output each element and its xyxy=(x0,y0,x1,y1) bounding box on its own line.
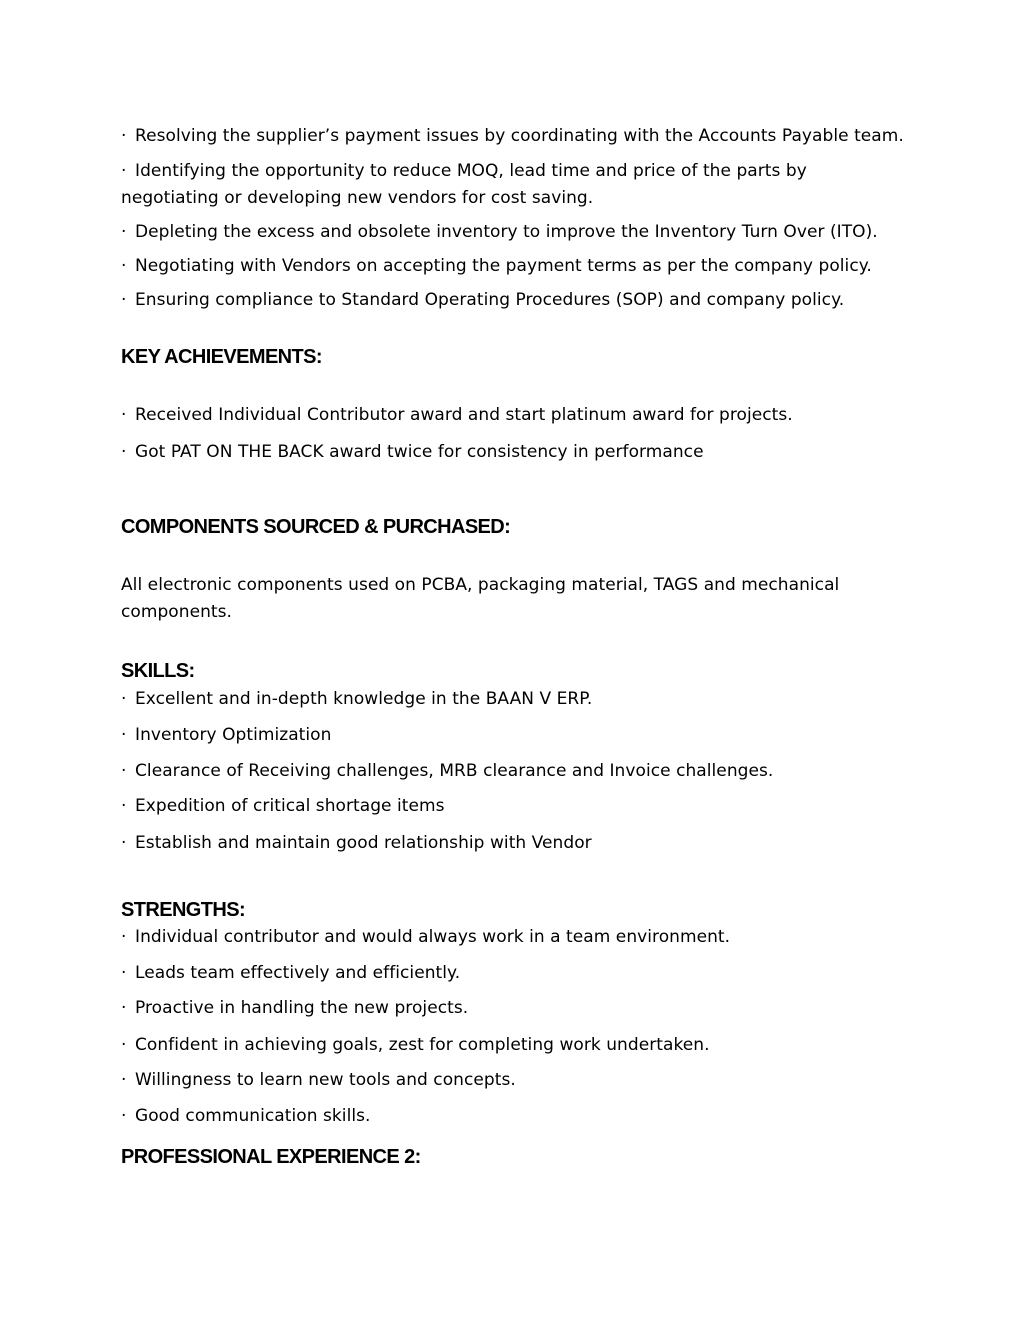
section-heading-strengths: STRENGTHS: xyxy=(121,899,246,921)
achievement-item: · Got PAT ON THE BACK award twice for consistency in performance xyxy=(121,442,704,462)
bullet-icon: · xyxy=(121,1035,127,1055)
achievement-item: · Received Individual Contributor award and start platinum award for projects. xyxy=(121,405,793,425)
bullet-icon: · xyxy=(121,761,127,781)
intro-item: · Depleting the excess and obsolete inventory to improve the Inventory Turn Over (ITO). xyxy=(121,222,878,242)
components-text-line: components. xyxy=(121,602,232,622)
bullet-icon: · xyxy=(121,290,127,310)
strength-item: · Proactive in handling the new projects. xyxy=(121,998,469,1018)
bullet-icon: · xyxy=(121,1070,127,1090)
bullet-icon: · xyxy=(121,833,127,853)
skill-item: · Excellent and in-depth knowledge in the BAAN V ERP. xyxy=(121,689,593,709)
strength-item: · Willingness to learn new tools and concepts. xyxy=(121,1070,516,1090)
section-heading-key-achievements: KEY ACHIEVEMENTS: xyxy=(121,346,322,368)
bullet-icon: · xyxy=(121,405,127,425)
skill-item: · Expedition of critical shortage items xyxy=(121,796,445,816)
strength-item: · Confident in achieving goals, zest for completing work undertaken. xyxy=(121,1035,710,1055)
bullet-icon: · xyxy=(121,256,127,276)
section-heading-professional-experience: PROFESSIONAL EXPERIENCE 2: xyxy=(121,1146,421,1168)
strength-item: · Individual contributor and would always work in a team environment. xyxy=(121,927,731,947)
bullet-icon: · xyxy=(121,1106,127,1126)
skill-item: · Establish and maintain good relationship with Vendor xyxy=(121,833,592,853)
bullet-icon: · xyxy=(121,725,127,745)
section-heading-skills: SKILLS: xyxy=(121,660,195,682)
bullet-icon: · xyxy=(121,689,127,709)
bullet-icon: · xyxy=(121,927,127,947)
intro-item-continuation: negotiating or developing new vendors for cost saving. xyxy=(121,188,594,208)
skill-item: · Clearance of Receiving challenges, MRB clearance and Invoice challenges. xyxy=(121,761,774,781)
bullet-icon: · xyxy=(121,796,127,816)
bullet-icon: · xyxy=(121,126,127,146)
bullet-icon: · xyxy=(121,161,127,181)
bullet-icon: · xyxy=(121,998,127,1018)
components-text-line: All electronic components used on PCBA, packaging material, TAGS and mechanical xyxy=(121,575,840,595)
intro-item: · Resolving the supplier’s payment issues by coordinating with the Accounts Payable team. xyxy=(121,126,904,146)
intro-item: · Identifying the opportunity to reduce MOQ, lead time and price of the parts by xyxy=(121,161,807,181)
bullet-icon: · xyxy=(121,442,127,462)
strength-item: · Good communication skills. xyxy=(121,1106,371,1126)
skill-item: · Inventory Optimization xyxy=(121,725,332,745)
strength-item: · Leads team effectively and efficiently. xyxy=(121,963,461,983)
intro-item: · Ensuring compliance to Standard Operating Procedures (SOP) and company policy. xyxy=(121,290,845,310)
section-heading-components: COMPONENTS SOURCED & PURCHASED: xyxy=(121,516,511,538)
bullet-icon: · xyxy=(121,963,127,983)
intro-item: · Negotiating with Vendors on accepting the payment terms as per the company policy. xyxy=(121,256,872,276)
bullet-icon: · xyxy=(121,222,127,242)
